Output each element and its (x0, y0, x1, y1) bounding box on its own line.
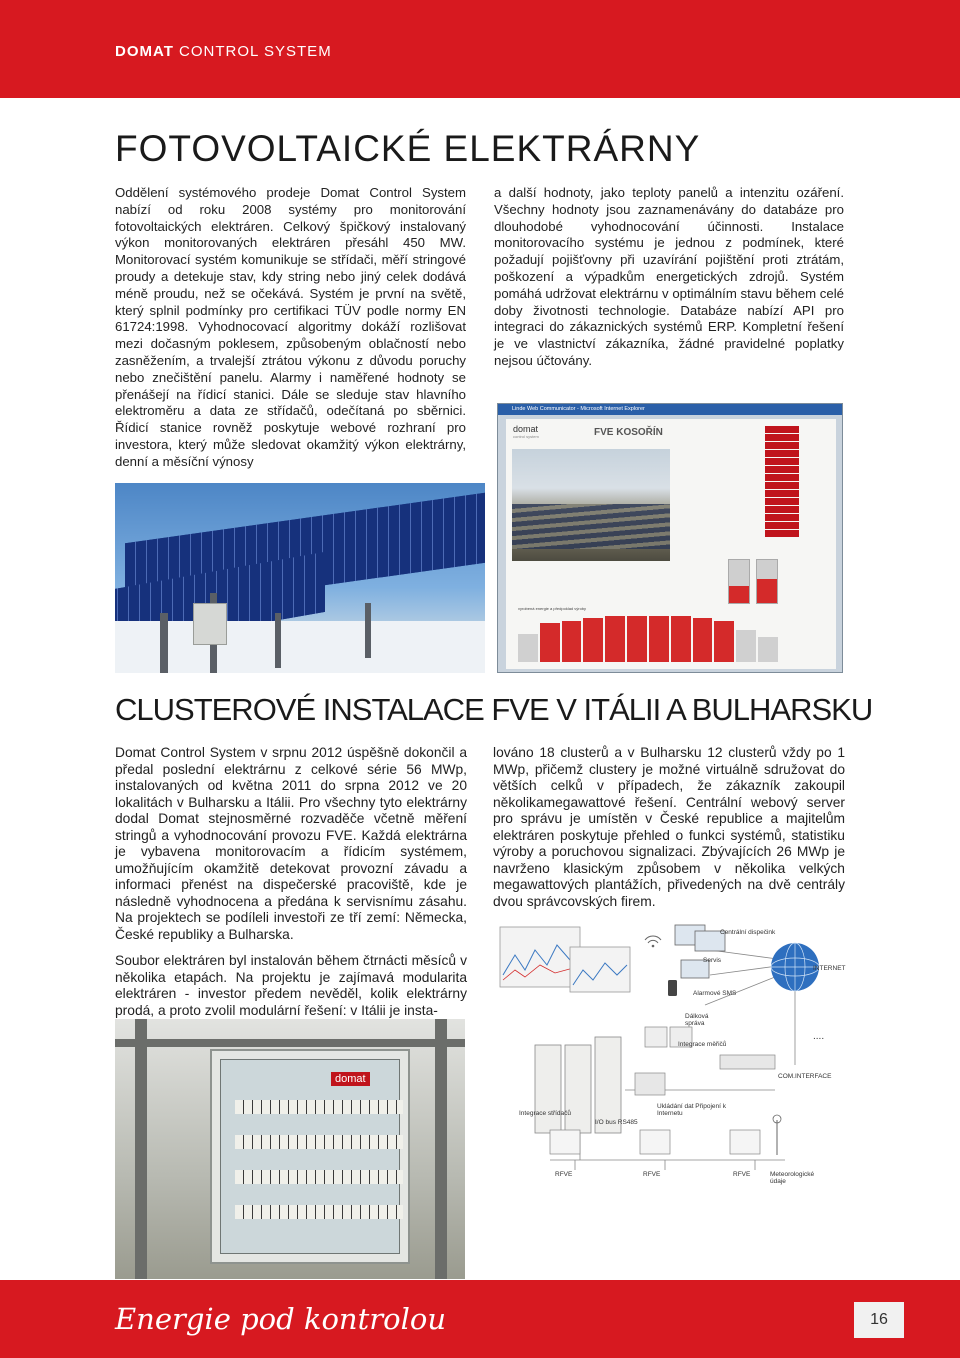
section-title-clusters: CLUSTEROVÉ INSTALACE FVE V ITÁLII A BULHARSKU (115, 692, 873, 727)
plant-photo (512, 449, 670, 561)
header-bar (0, 0, 960, 98)
solar-panels-photo (115, 483, 485, 673)
label-inverter-integration: Integrace střídačů (519, 1110, 572, 1117)
page-number: 16 (854, 1302, 904, 1338)
label-data-storage: Ukládání dat Připojení k Internetu (657, 1103, 727, 1117)
section2-text-left-p2: Soubor elektráren byl instalován během čtrnácti měsíců v několika etapách. Na projektu je zajímavá modularita elektráren - investor předem nevěděl, kolik elektrárny prodá, a proto zvolil modulární řešení: v Itálii je insta- (115, 953, 467, 1018)
monthly-gauge (756, 559, 778, 604)
label-meter-integration: Integrace měřičů (678, 1041, 727, 1048)
label-remote-admin: Dálková správa (685, 1013, 709, 1027)
label-dots: .... (813, 1031, 825, 1042)
section-title-photovoltaic: FOTOVOLTAICKÉ ELEKTRÁRNY (115, 128, 701, 169)
section1-column-left (115, 185, 466, 471)
web-page (506, 419, 836, 669)
label-rfve-2: RFVE (643, 1171, 661, 1178)
label-internet: INTERNET (813, 965, 846, 972)
system-diagram (495, 915, 845, 1205)
readout-table (679, 425, 819, 537)
bar-chart-title: vyrobená energie a předpoklad výroby (518, 606, 587, 611)
label-rfve-3: RFVE (733, 1171, 751, 1178)
plant-name: FVE KOSOŘÍN (594, 427, 663, 438)
monitoring-web-screenshot (497, 403, 843, 673)
label-alarm-sms: Alarmové SMS (693, 990, 737, 997)
section2-text-left-p1: Domat Control System v srpnu 2012 úspěšně dokončil a předal poslední elektrárnu z celkové série 56 MWp, instalovaných od května 2011 do srpna 2012 ve 20 lokalitách v Bulharsku a Itálii. Pro všechny tyto elektrárny dodal Domat stejnosměrné rozvaděče včetně měření stringů a vyhodnocování provozu FVE. Každá elektrárna je vybavena monitorovacím a řídicím systémem, umožňujícím okamžitě detekovat provozní závadu a informaci přenést na dispečerské pracoviště, kde je následně vyhodnocena a předána k servisnímu zásahu. Na projektech se podíleli investoři ze tří zemí: Německa, České republiky a Bulharska. (115, 745, 467, 942)
label-rfve-1: RFVE (555, 1171, 573, 1178)
section2-column-right (493, 745, 845, 910)
section2-text-right: lováno 18 clusterů a v Bulharsku 12 clusterů vždy po 1 MWp, přičemž clustery je možné virtuálně sdružovat do větších celků v případech, že zákazník zakoupil několikamegawattové řešení. Centrální webový server pro správu je umístěn v České republice a majitelům elektráren poskytuje přehled o funkci systémů, statistiku výroby a poruchovou signalizaci. Zbývajících 26 MWp je navrženo klasickým způsobem v několika velkých megawattových plantážích, přivedených na dvě centrály dvou správcovských firem. (493, 745, 845, 909)
switchboard-photo (115, 1019, 465, 1279)
browser-title-bar: Linde Web Communicator - Microsoft Internet Explorer (498, 404, 842, 415)
daily-gauge (728, 559, 750, 604)
monthly-bar-chart (518, 616, 778, 662)
section2-column-left (115, 745, 467, 1019)
diagram-graphics (495, 915, 845, 1205)
footer-slogan: Energie pod kontrolou (115, 1302, 446, 1336)
brand-name: DOMAT CONTROL SYSTEM (115, 43, 332, 60)
section1-text-left: Oddělení systémového prodeje Domat Control System nabízí od roku 2008 systémy pro monitorování fotovoltaických elektráren. Celkový špičkový instalovaný výkon monitorovaných elektráren přesáhl 450 MW. Monitorovací systém komunikuje se střídači, měří stringové proudy a detekuje stav, kdy string nebo jiný celek dodává méně proudu, než se očekává. Systém je první na světě, který splnil podmínky pro certifikaci TÜV podle normy EN 61724:1998. Vyhodnocovací algoritmy dokáží rozlišovat mezi dočasným poklesem, způsobeným oblačností nebo zasněžením, a trvalejší ztrátou výkonu z důvodu poruchy nebo znečištění panelu. Alarmy i naměřené hodnoty se přenášejí na řídicí stanici. Dále se sleduje stav hlavního elektroměru a data ze střídačů, odečítaná po sběrnici. Řídicí stanice rovněž poskytuje webové rozhraní pro investora, který může sledovat okamžitý výkon elektrárny, denní a měsíční výnosy (115, 185, 466, 469)
section1-column-right (494, 185, 844, 370)
label-service: Servis (703, 957, 722, 964)
label-io-bus: I/O bus RS485 (595, 1119, 638, 1126)
label-central-dispatch: Centrální dispečink (720, 929, 776, 936)
footer-bar (0, 1280, 960, 1358)
label-meteo: Meteorologické údaje (770, 1171, 815, 1185)
domat-cabinet-logo: domat (331, 1072, 370, 1086)
domat-logo: domat control system (513, 424, 539, 439)
label-com-interface: COM.INTERFACE (778, 1073, 832, 1080)
section1-text-right: a další hodnoty, jako teploty panelů a intenzitu ozáření. Všechny hodnoty jsou zaznamenávány do databáze pro dlouhodobé vyhodnocování účinnosti. Instalace monitorovacího systému je jednou z podmínek, které požadují pojišťovny při uzavírání pojištění proti ztrátám, poškození a výpadkům energetických zdrojů. Systém pomáhá udržovat elektrárnu v optimálním stavu během celé doby životnosti technologie. Databáze nabízí API pro integraci do zákaznických systémů ERP. Kompletní řešení je ve vlastnictví zákazníka, žádné pravidelné poplatky nejsou účtovány. (494, 185, 844, 368)
